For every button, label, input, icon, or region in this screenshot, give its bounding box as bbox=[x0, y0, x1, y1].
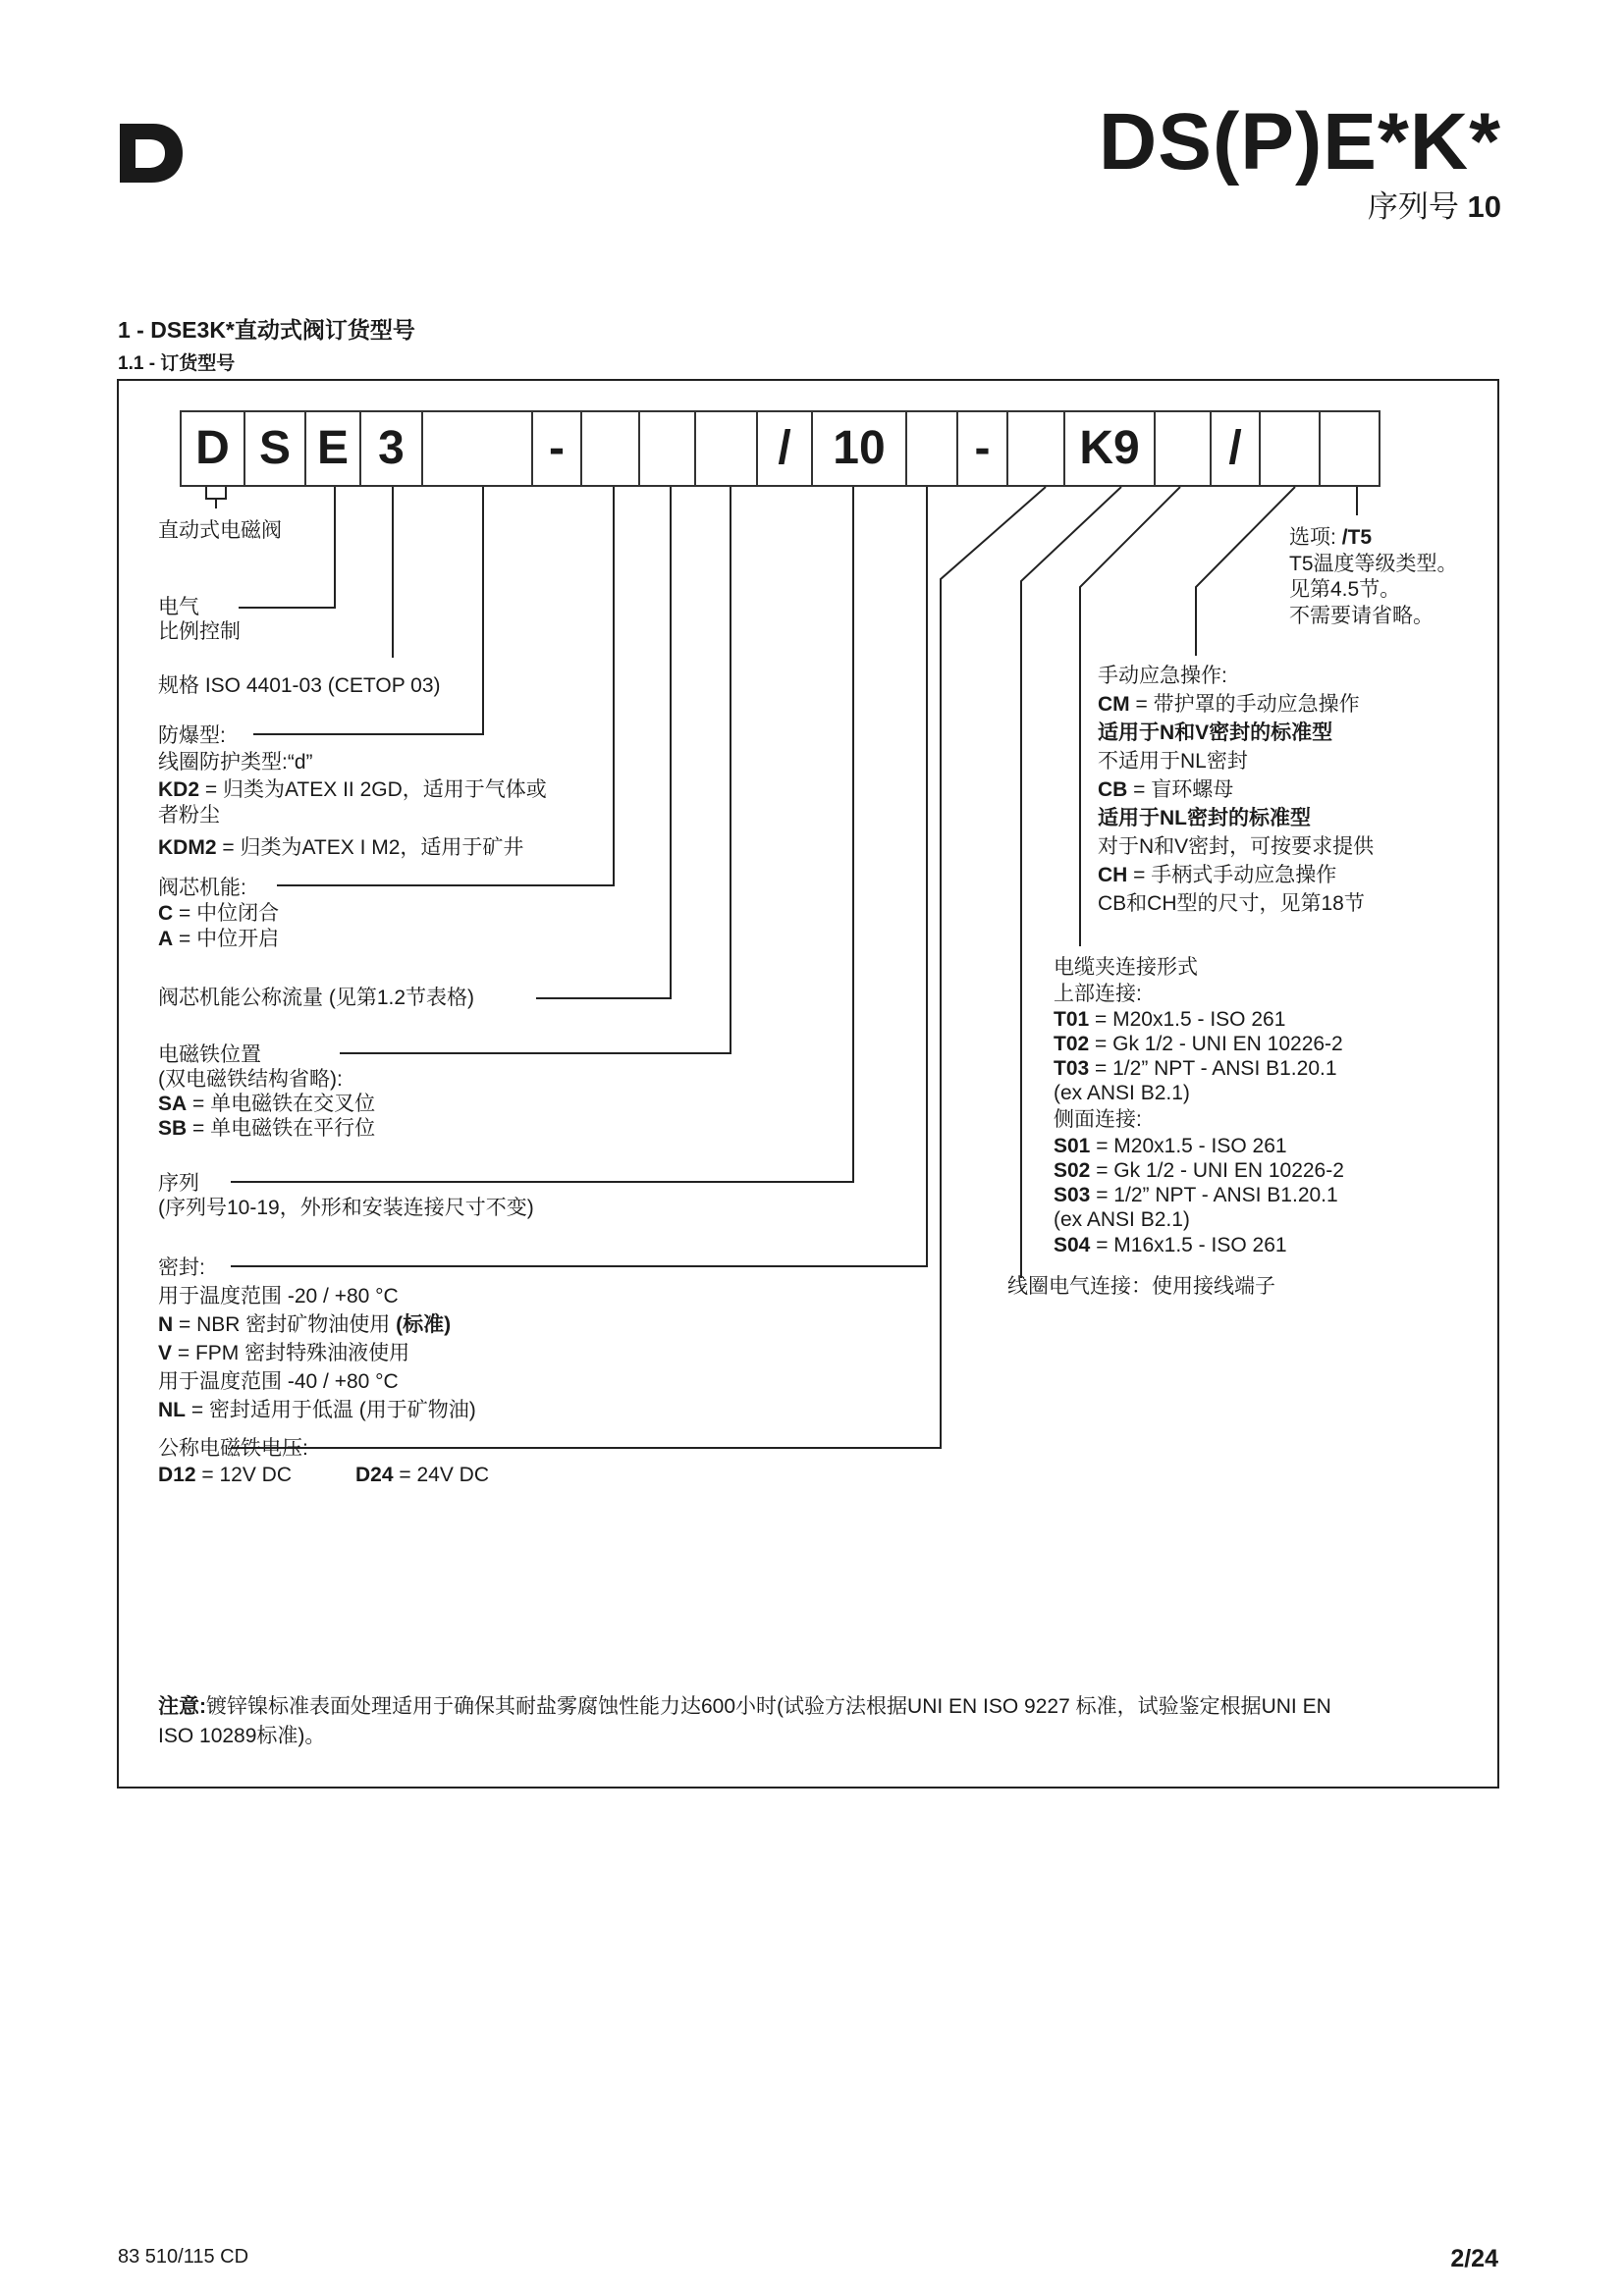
seals-nl-option: NL = 密封适用于低温 (用于矿物油) bbox=[158, 1399, 476, 1421]
cable-s04: S04 = M16x1.5 - ISO 261 bbox=[1054, 1234, 1287, 1256]
code-box: S bbox=[244, 410, 306, 487]
cable-t03: T03 = 1/2” NPT - ANSI B1.20.1 bbox=[1054, 1057, 1337, 1080]
kd2-option-cont: 者粉尘 bbox=[158, 804, 220, 827]
surface-treatment-note: 注意:镀锌镍标准表面处理适用于确保其耐盐雾腐蚀性能力达600小时(试验方法根据UNI EN ISO 9227 标准，试验鉴定根据UNI EN ISO 10289标准)。 bbox=[158, 1695, 1331, 1747]
explosion-protection: 线圈防护类型:“d” bbox=[158, 751, 313, 774]
section-title: 1 - DSE3K*直动式阀订货型号 bbox=[118, 317, 415, 343]
option-title: 选项: /T5 bbox=[1289, 526, 1373, 549]
direct-valve-label: 直动式电磁阀 bbox=[158, 519, 282, 542]
series-note: (序列号10-19，外形和安装连接尺寸不变) bbox=[158, 1197, 534, 1219]
spool-title: 阀芯机能: bbox=[158, 877, 246, 899]
manual-cm-option: CM = 带护罩的手动应急操作 bbox=[1098, 693, 1360, 716]
manual-cm-standard: 适用于N和V密封的标准型 bbox=[1098, 721, 1333, 744]
voltage-d24-option: D24 = 24V DC bbox=[355, 1464, 489, 1486]
code-box: 10 bbox=[811, 410, 907, 487]
cable-title: 电缆夹连接形式 bbox=[1054, 956, 1198, 979]
option-t5: T5温度等级类型。 bbox=[1289, 553, 1458, 575]
manual-title: 手动应急操作: bbox=[1098, 665, 1227, 687]
flow-label: 阀芯机能公称流量 (见第1.2节表格) bbox=[158, 987, 475, 1009]
code-box: / bbox=[1210, 410, 1261, 487]
spool-a-option: A = 中位开启 bbox=[158, 928, 280, 950]
size-label: 规格 ISO 4401-03 (CETOP 03) bbox=[158, 674, 441, 697]
seals-temp-2: 用于温度范围 -40 / +80 °C bbox=[158, 1370, 399, 1393]
cable-t03-ex: (ex ANSI B2.1) bbox=[1054, 1082, 1190, 1104]
code-box: D bbox=[180, 410, 245, 487]
cable-t01: T01 = M20x1.5 - ISO 261 bbox=[1054, 1008, 1286, 1031]
coil-connection-label: 线圈电气连接：使用接线端子 bbox=[1007, 1275, 1275, 1298]
spool-c-option: C = 中位闭合 bbox=[158, 902, 280, 925]
code-box: E bbox=[304, 410, 361, 487]
document-code: 83 510/115 CD bbox=[118, 2246, 249, 2268]
code-box: K9 bbox=[1063, 410, 1156, 487]
seals-title: 密封: bbox=[158, 1256, 205, 1279]
solenoid-note: (双电磁铁结构省略): bbox=[158, 1068, 343, 1091]
cable-s01: S01 = M20x1.5 - ISO 261 bbox=[1054, 1135, 1287, 1157]
page-number: 2/24 bbox=[1450, 2245, 1498, 2272]
series-label: 序列号 10 bbox=[1367, 189, 1501, 224]
manual-cb-request: 对于N和V密封，可按要求提供 bbox=[1098, 835, 1375, 858]
code-box: / bbox=[756, 410, 813, 487]
explosion-title: 防爆型: bbox=[158, 724, 226, 747]
code-box: - bbox=[531, 410, 582, 487]
electric-label-1: 电气 bbox=[158, 596, 199, 618]
kdm2-option: KDM2 = 归类为ATEX I M2，适用于矿井 bbox=[158, 836, 524, 859]
cable-s02: S02 = Gk 1/2 - UNI EN 10226-2 bbox=[1054, 1159, 1344, 1182]
cable-s03-ex: (ex ANSI B2.1) bbox=[1054, 1208, 1190, 1231]
manual-cb-option: CB = 盲环螺母 bbox=[1098, 778, 1234, 801]
manual-ch-option: CH = 手柄式手动应急操作 bbox=[1098, 864, 1337, 886]
cable-side-title: 侧面连接: bbox=[1054, 1108, 1142, 1131]
solenoid-sb-option: SB = 单电磁铁在平行位 bbox=[158, 1117, 376, 1140]
seals-n-option: N = NBR 密封矿物油使用 (标准) bbox=[158, 1313, 452, 1336]
solenoid-sa-option: SA = 单电磁铁在交叉位 bbox=[158, 1093, 376, 1115]
manual-dims: CB和CH型的尺寸，见第18节 bbox=[1098, 892, 1365, 915]
code-box: 3 bbox=[359, 410, 423, 487]
kd2-option: KD2 = 归类为ATEX II 2GD，适用于气体或 bbox=[158, 778, 547, 801]
manual-cb-standard: 适用于NL密封的标准型 bbox=[1098, 807, 1311, 829]
series-title: 序列 bbox=[158, 1172, 199, 1195]
voltage-d12-option: D12 = 12V DC bbox=[158, 1464, 292, 1486]
cable-s03: S03 = 1/2” NPT - ANSI B1.20.1 bbox=[1054, 1184, 1338, 1206]
manual-cm-na: 不适用于NL密封 bbox=[1098, 750, 1248, 773]
product-title: DS(P)E*K* bbox=[1099, 97, 1501, 187]
seals-v-option: V = FPM 密封特殊油液使用 bbox=[158, 1342, 410, 1364]
cable-t02: T02 = Gk 1/2 - UNI EN 10226-2 bbox=[1054, 1033, 1343, 1055]
cable-top-title: 上部连接: bbox=[1054, 983, 1142, 1005]
seals-temp-1: 用于温度范围 -20 / +80 °C bbox=[158, 1285, 399, 1308]
code-box: - bbox=[956, 410, 1008, 487]
option-omit: 不需要请省略。 bbox=[1289, 605, 1434, 627]
option-see: 见第4.5节。 bbox=[1289, 578, 1401, 601]
subsection-title: 1.1 - 订货型号 bbox=[118, 353, 236, 374]
solenoid-title: 电磁铁位置 bbox=[158, 1043, 261, 1066]
electric-label-2: 比例控制 bbox=[158, 620, 241, 643]
voltage-title: 公称电磁铁电压: bbox=[158, 1437, 308, 1460]
